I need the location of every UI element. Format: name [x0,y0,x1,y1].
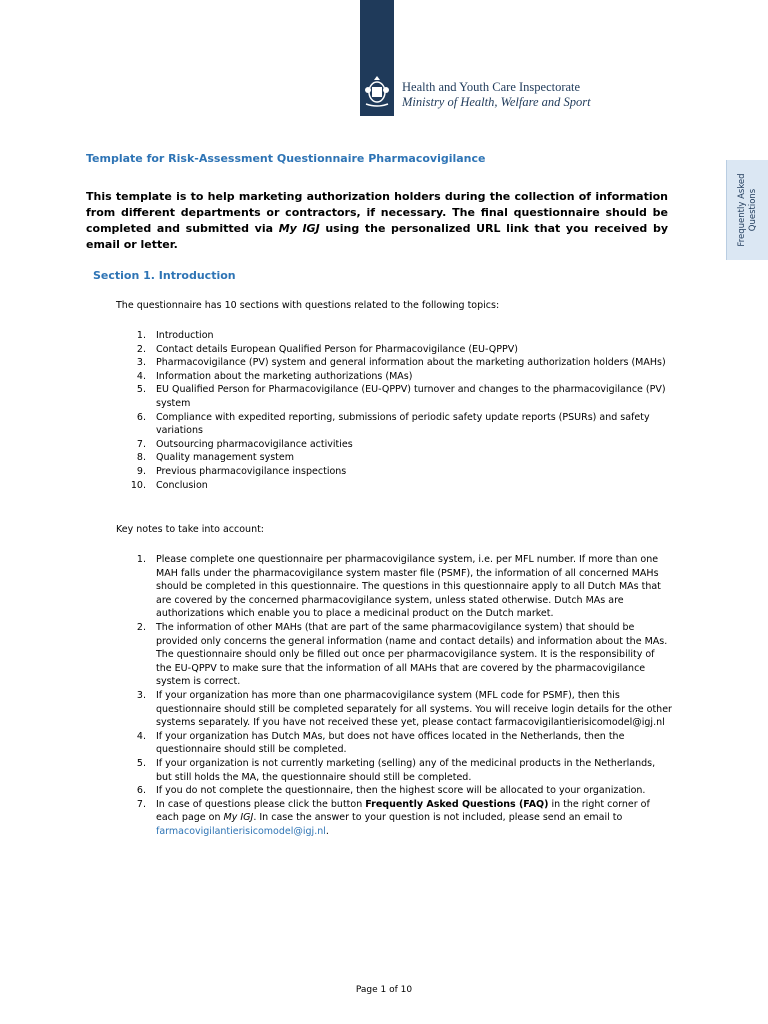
list-item: 7. Outsourcing pharmacovigilance activities [136,438,353,450]
list-item: 5. If your organization is not currently marketing (selling) any of the medicinal products in the Netherlands, but still holds the MA, the questionnaire should still be completed. [136,757,656,783]
list-item: 1. Introduction [136,330,214,341]
list-item: 2. Contact details European Qualified Person for Pharmacovigilance (EU-QPPV) [136,343,518,355]
document-title: Template for Risk-Assessment Questionnaire Pharmacovigilance [86,152,486,165]
organization-name [402,80,591,110]
list-item: 4. If your organization has Dutch MAs, but does not have offices located in the Netherlands, then the questionnaire should still be completed. [136,730,625,756]
keynotes-list [116,553,672,838]
list-item: 1. Please complete one questionnaire per pharmacovigilance system, i.e. per MFL number. If more than one MAH falls under the pharmacovigilance system master file (PSMF), the information of all concerned MAHs should be completed in this questionnaire. The questions in this questionnaire apply to all Dutch MAs that are covered by the concerned pharmacovigilance system, unless stated otherwise. Dutch MAs are authorizations which enable you to place a medicinal product on the Dutch market. [136,554,661,620]
list-item: 7. In case of questions please click the button Frequently Asked Questions (FAQ) in the right corner of each page on My IGJ. In case the answer to your question is not included, please send an email to farmacovigilantierisicomodel@igj.nl. [136,798,650,837]
section-heading: Section 1. Introduction [93,269,236,282]
intro-paragraph: This template is to help marketing authorization holders during the collection of information from different departments or contractors, if necessary. The final questionnaire should be completed and submitted via My IGJ using the personalized URL link that you received by email or letter. [86,190,668,251]
org-line1: Health and Youth Care Inspectorate [402,80,581,94]
list-item: 5. EU Qualified Person for Pharmacovigilance (EU-QPPV) turnover and changes to the pharmacovigilance (PV) system [136,384,666,409]
faq-tab-label: Frequently Asked Questions [737,173,758,247]
keynotes-intro: Key notes to take into account: [116,524,265,535]
list-item: 3. Pharmacovigilance (PV) system and general information about the marketing authorization holders (MAHs) [136,357,666,369]
org-line2: Ministry of Health, Welfare and Sport [402,95,591,109]
email-link[interactable]: farmacovigilantierisicomodel@igj.nl [156,825,326,837]
list-item: 3. If your organization has more than one pharmacovigilance system (MFL code for PSMF), then this questionnaire should still be completed separately for all systems. You will receive login details for the other systems separately. If you have not received these yet, please contact farmacovigilantierisicomodel@igj.nl [136,689,672,729]
list-item: 6. If you do not complete the questionnaire, then the highest score will be allocated to your organization. [136,785,646,797]
list-item: 6. Compliance with expedited reporting, submissions of periodic safety update reports (PSURs) and safety variations [136,411,650,437]
topics-list [116,329,668,492]
list-item: 4. Information about the marketing authorizations (MAs) [136,370,413,382]
topics-intro: The questionnaire has 10 sections with questions related to the following topics: [116,300,500,311]
crest-icon [363,74,391,108]
list-item: 9. Previous pharmacovigilance inspections [136,465,347,477]
page-number: Page 1 of 10 [355,985,413,995]
list-item: 2. The information of other MAHs (that are part of the same pharmacovigilance system) that should be provided only concerns the general information (name and contact details) and information about the MAs. The questionnaire should only be filled out once per pharmacovigilance system. It is the responsibility of the EU-QPPV to make sure that the information of all MAHs that are covered by the pharmacovigilance system is correct. [136,621,668,688]
list-item: 10. Conclusion [130,479,208,491]
faq-tab-button[interactable] [726,160,768,260]
list-item: 8. Quality management system [136,452,294,464]
